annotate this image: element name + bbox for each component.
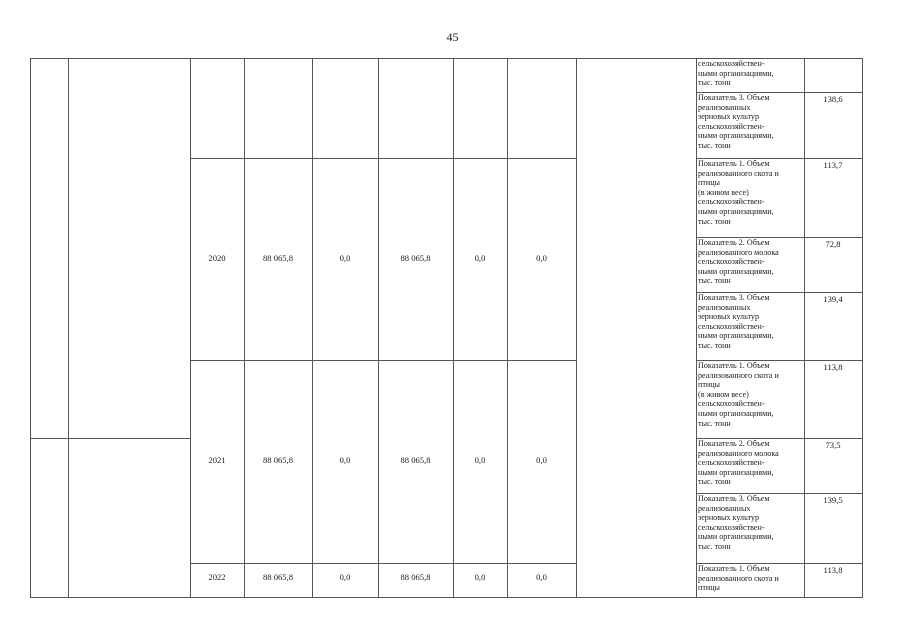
indicator-value: 139,4 xyxy=(823,294,843,304)
amount-cell: 0,0 xyxy=(536,455,547,465)
amount-cell: 0,0 xyxy=(474,253,486,263)
indicator-line: ными организациями, xyxy=(698,467,774,477)
indicator-line: птицы xyxy=(698,583,720,593)
column-border xyxy=(453,58,454,597)
indicator-line: ными организациями, xyxy=(698,206,774,216)
indicator-line: реализованных xyxy=(698,102,751,112)
column-border xyxy=(507,58,508,597)
indicator-line: сельскохозяйствен- xyxy=(698,522,765,532)
indicator-line: сельскохозяйствен- xyxy=(698,197,765,207)
indicator-line: зерновых культур xyxy=(698,112,759,122)
indicator-value: 138,6 xyxy=(823,94,843,104)
amount-cell: 0,0 xyxy=(474,572,486,582)
indicator-2 xyxy=(698,238,803,286)
column-border xyxy=(312,58,313,597)
indicator-line: реализованного скота и xyxy=(698,370,779,380)
indicator-line: ными организациями, xyxy=(698,68,774,78)
indicator-3-top xyxy=(698,93,803,151)
indicator-line: ными организациями, xyxy=(698,131,774,141)
indicator-line: реализованных xyxy=(698,302,751,312)
indicator-2 xyxy=(698,439,803,487)
indicator-line: ными организациями, xyxy=(698,408,774,418)
indicator-line: тыс. тонн xyxy=(698,418,731,428)
indicator-line: Показатель 3. Объем xyxy=(698,293,770,302)
row-break xyxy=(30,438,190,439)
indicator-value: 113,8 xyxy=(823,565,843,575)
indicator-line: тыс. тонн xyxy=(698,140,731,150)
column-border xyxy=(30,58,31,597)
amount-cell: 0,0 xyxy=(474,455,486,465)
table-bottom-border xyxy=(30,597,863,598)
column-border xyxy=(804,58,805,597)
indicator-line: (в живом весе) xyxy=(698,389,749,399)
indicator-line: сельскохозяйствен- xyxy=(698,257,765,267)
amount-cell: 88 065,8 xyxy=(400,572,431,582)
column-border xyxy=(696,58,697,597)
indicator-3 xyxy=(698,494,803,552)
indicator-line: зерновых культур xyxy=(698,312,759,322)
indicator-line: тыс. тонн xyxy=(698,78,731,88)
year-row-border xyxy=(190,563,576,564)
year-row-border xyxy=(190,158,576,159)
indicator-line: сельскохозяйствен- xyxy=(698,121,765,131)
year-row-border xyxy=(190,360,576,361)
amount-cell: 88 065,8 xyxy=(400,455,431,465)
indicator-line: реализованного скота и xyxy=(698,168,779,178)
amount-cell: 0,0 xyxy=(339,455,351,465)
column-border xyxy=(190,58,191,597)
indicator-1 xyxy=(698,564,803,593)
indicator-line: ными организациями, xyxy=(698,532,774,542)
indicator-1 xyxy=(698,159,803,226)
indicator-line: сельскохозяйствен- xyxy=(698,59,765,68)
total-amount: 88 065,8 xyxy=(262,455,294,465)
indicator-line: сельскохозяйствен- xyxy=(698,399,765,409)
indicator-line: птицы xyxy=(698,380,720,390)
amount-cell: 88 065,8 xyxy=(400,253,431,263)
indicator-line: ными организациями, xyxy=(698,331,774,341)
indicator-line: реализованного молока xyxy=(698,448,779,458)
amount-cell: 0,0 xyxy=(339,253,351,263)
indicator-line: сельскохозяйствен- xyxy=(698,458,765,468)
indicator-line: Показатель 1. Объем xyxy=(698,564,770,573)
page-number: 45 xyxy=(446,30,459,44)
indicator-line: реализованного скота и xyxy=(698,573,779,583)
column-border xyxy=(862,58,863,597)
indicator-line: реализованных xyxy=(698,503,751,513)
amount-cell: 0,0 xyxy=(339,572,351,582)
indicator-line: тыс. тонн xyxy=(698,216,731,226)
amount-cell: 0,0 xyxy=(536,572,547,582)
indicator-value: 113,8 xyxy=(823,362,843,372)
column-border xyxy=(244,58,245,597)
indicator-value: 73,5 xyxy=(825,440,841,450)
indicator-line: тыс. тонн xyxy=(698,477,731,487)
indicator-line: ными организациями, xyxy=(698,266,774,276)
indicator-line: Показатель 1. Объем xyxy=(698,159,770,168)
indicator-line: (в живом весе) xyxy=(698,187,749,197)
indicator-line: Показатель 2. Объем xyxy=(698,238,770,247)
indicator-value: 139,5 xyxy=(823,495,843,505)
carryover-indicator xyxy=(698,59,803,88)
indicator-line: Показатель 2. Объем xyxy=(698,439,770,448)
indicator-value: 113,7 xyxy=(823,160,843,170)
indicator-line: Показатель 1. Объем xyxy=(698,361,770,370)
amount-cell: 0,0 xyxy=(536,253,547,263)
indicator-line: тыс. тонн xyxy=(698,340,731,350)
indicator-line: сельскохозяйствен- xyxy=(698,321,765,331)
column-border xyxy=(378,58,379,597)
indicator-line: Показатель 3. Объем xyxy=(698,93,770,102)
indicator-value: 72,8 xyxy=(825,239,841,249)
column-border xyxy=(68,58,69,597)
indicator-line: тыс. тонн xyxy=(698,276,731,286)
indicator-line: птицы xyxy=(698,178,720,188)
indicator-line: зерновых культур xyxy=(698,513,759,523)
indicator-1 xyxy=(698,361,803,428)
total-amount: 88 065,8 xyxy=(262,253,294,263)
year-cell: 2020 xyxy=(208,253,226,263)
year-cell: 2022 xyxy=(208,572,226,582)
total-amount: 88 065,8 xyxy=(262,572,294,582)
indicator-line: реализованного молока xyxy=(698,247,779,257)
column-border xyxy=(576,58,577,597)
indicator-3 xyxy=(698,293,803,351)
indicator-line: тыс. тонн xyxy=(698,541,731,551)
indicator-line: Показатель 3. Объем xyxy=(698,494,770,503)
year-cell: 2021 xyxy=(208,455,226,465)
